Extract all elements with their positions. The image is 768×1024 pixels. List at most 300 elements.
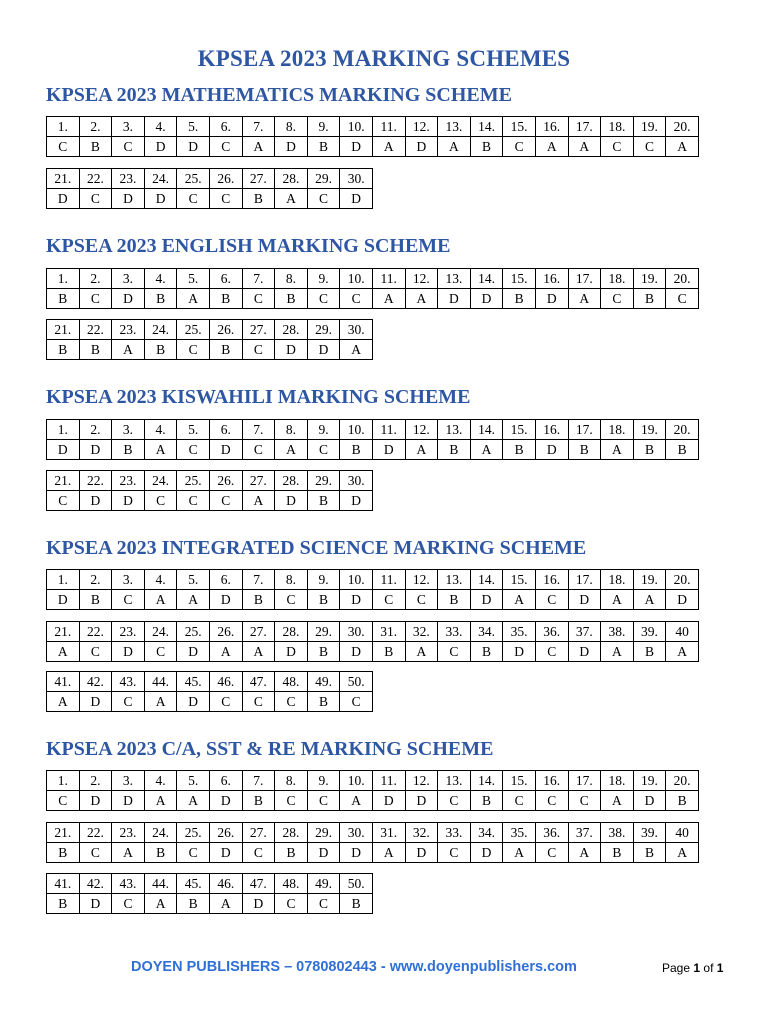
question-number-row: [47, 672, 373, 692]
answer-cell: B: [47, 843, 80, 863]
question-number-cell: 27.: [242, 471, 275, 491]
answer-cell: D: [79, 491, 112, 511]
question-number-cell: 39.: [633, 823, 666, 843]
answer-cell: A: [242, 491, 275, 511]
answer-row: [47, 692, 373, 712]
answer-cell: D: [405, 843, 438, 863]
answer-cell: C: [405, 590, 438, 610]
question-number-cell: 10.: [340, 570, 373, 590]
question-number-cell: 20.: [666, 269, 699, 289]
answer-row: [47, 642, 699, 662]
answer-row: [47, 894, 373, 914]
question-number-cell: 32.: [405, 823, 438, 843]
question-number-cell: 16.: [535, 570, 568, 590]
answer-cell: B: [666, 440, 699, 460]
question-number-row: [47, 471, 373, 491]
question-number-cell: 19.: [633, 570, 666, 590]
question-number-cell: 29.: [307, 471, 340, 491]
answer-cell: D: [112, 289, 145, 309]
question-number-cell: 8.: [275, 420, 308, 440]
answer-cell: B: [47, 340, 80, 360]
question-number-cell: 20.: [666, 117, 699, 137]
footer-publisher: DOYEN PUBLISHERS – 0780802443 - www.doyenpublishers.com: [131, 959, 577, 975]
question-number-row: [47, 874, 373, 894]
answer-cell: A: [535, 137, 568, 157]
answer-cell: D: [79, 692, 112, 712]
answer-cell: C: [275, 791, 308, 811]
question-number-cell: 14.: [470, 771, 503, 791]
question-number-cell: 13.: [438, 771, 471, 791]
question-number-cell: 39.: [633, 622, 666, 642]
question-number-cell: 10.: [340, 269, 373, 289]
question-number-cell: 28.: [275, 320, 308, 340]
question-number-cell: 26.: [209, 471, 242, 491]
question-number-cell: 2.: [79, 570, 112, 590]
question-number-cell: 18.: [601, 117, 634, 137]
question-number-cell: 7.: [242, 771, 275, 791]
answer-table: [46, 268, 699, 309]
question-number-cell: 16.: [535, 420, 568, 440]
question-number-cell: 12.: [405, 420, 438, 440]
answer-cell: B: [79, 590, 112, 610]
answer-cell: D: [112, 791, 145, 811]
question-number-cell: 21.: [47, 823, 80, 843]
question-number-cell: 36.: [535, 823, 568, 843]
question-number-cell: 6.: [209, 269, 242, 289]
answer-cell: C: [177, 340, 210, 360]
answer-cell: A: [503, 590, 536, 610]
answer-cell: D: [535, 440, 568, 460]
answer-cell: A: [242, 137, 275, 157]
answer-cell: D: [568, 590, 601, 610]
answer-cell: D: [405, 791, 438, 811]
answer-cell: C: [177, 491, 210, 511]
question-number-cell: 8.: [275, 269, 308, 289]
question-number-cell: 5.: [177, 570, 210, 590]
question-number-cell: 22.: [79, 471, 112, 491]
question-number-cell: 23.: [112, 823, 145, 843]
answer-cell: C: [112, 137, 145, 157]
question-number-cell: 3.: [112, 117, 145, 137]
answer-cell: C: [340, 289, 373, 309]
answer-cell: A: [144, 894, 177, 914]
question-number-cell: 12.: [405, 117, 438, 137]
page-title: KPSEA 2023 MARKING SCHEMES: [197, 46, 571, 71]
question-number-cell: 9.: [307, 771, 340, 791]
answer-cell: C: [307, 791, 340, 811]
question-number-cell: 6.: [209, 570, 242, 590]
answer-table: [46, 116, 699, 157]
answer-cell: D: [503, 642, 536, 662]
answer-cell: A: [144, 590, 177, 610]
question-number-cell: 40: [666, 622, 699, 642]
question-number-cell: 34.: [470, 622, 503, 642]
answer-cell: B: [144, 340, 177, 360]
question-number-cell: 23.: [112, 471, 145, 491]
question-number-cell: 16.: [535, 117, 568, 137]
section-title-english: KPSEA 2023 ENGLISH MARKING SCHEME: [46, 235, 451, 257]
question-number-cell: 15.: [503, 420, 536, 440]
question-number-cell: 26.: [209, 622, 242, 642]
answer-cell: D: [340, 590, 373, 610]
answer-cell: C: [209, 491, 242, 511]
answer-cell: C: [601, 289, 634, 309]
question-number-cell: 15.: [503, 117, 536, 137]
answer-cell: A: [47, 692, 80, 712]
question-number-cell: 48.: [275, 874, 308, 894]
question-number-cell: 22.: [79, 169, 112, 189]
question-number-cell: 18.: [601, 570, 634, 590]
answer-cell: B: [470, 791, 503, 811]
question-number-cell: 30.: [340, 320, 373, 340]
question-number-cell: 1.: [47, 771, 80, 791]
question-number-cell: 20.: [666, 570, 699, 590]
answer-cell: B: [177, 894, 210, 914]
question-number-cell: 3.: [112, 269, 145, 289]
answer-cell: C: [47, 791, 80, 811]
answer-cell: C: [372, 590, 405, 610]
answer-cell: A: [242, 642, 275, 662]
question-number-row: [47, 622, 699, 642]
answer-cell: D: [47, 189, 80, 209]
answer-cell: A: [112, 843, 145, 863]
answer-cell: A: [372, 289, 405, 309]
question-number-cell: 35.: [503, 823, 536, 843]
answer-row: [47, 791, 699, 811]
question-number-cell: 43.: [112, 672, 145, 692]
answer-cell: C: [112, 692, 145, 712]
answer-cell: B: [372, 642, 405, 662]
section-title-ca-sst-re: KPSEA 2023 C/A, SST & RE MARKING SCHEME: [46, 738, 494, 760]
answer-cell: C: [307, 289, 340, 309]
question-number-cell: 26.: [209, 169, 242, 189]
page-number: [662, 961, 723, 975]
answer-row: [47, 340, 373, 360]
question-number-cell: 1.: [47, 269, 80, 289]
answer-cell: B: [307, 692, 340, 712]
answer-cell: D: [275, 642, 308, 662]
question-number-cell: 44.: [144, 672, 177, 692]
question-number-cell: 45.: [177, 672, 210, 692]
question-number-cell: 38.: [601, 823, 634, 843]
answer-cell: D: [79, 791, 112, 811]
answer-cell: C: [601, 137, 634, 157]
answer-cell: A: [144, 692, 177, 712]
question-number-cell: 13.: [438, 420, 471, 440]
answer-cell: D: [470, 843, 503, 863]
answer-cell: A: [568, 137, 601, 157]
answer-cell: A: [601, 590, 634, 610]
answer-cell: D: [47, 590, 80, 610]
question-number-cell: 21.: [47, 320, 80, 340]
answer-cell: A: [112, 340, 145, 360]
answer-cell: B: [666, 791, 699, 811]
answer-cell: A: [405, 440, 438, 460]
answer-cell: A: [144, 791, 177, 811]
question-number-cell: 12.: [405, 269, 438, 289]
answer-cell: C: [666, 289, 699, 309]
question-number-cell: 21.: [47, 622, 80, 642]
answer-cell: A: [47, 642, 80, 662]
question-number-cell: 24.: [144, 622, 177, 642]
answer-cell: C: [242, 843, 275, 863]
question-number-row: [47, 420, 699, 440]
question-number-cell: 28.: [275, 622, 308, 642]
section-title-mathematics: KPSEA 2023 MATHEMATICS MARKING SCHEME: [46, 84, 512, 106]
question-number-cell: 37.: [568, 823, 601, 843]
question-number-cell: 25.: [177, 823, 210, 843]
answer-cell: C: [503, 137, 536, 157]
question-number-cell: 7.: [242, 420, 275, 440]
answer-cell: D: [144, 189, 177, 209]
answer-cell: B: [144, 843, 177, 863]
answer-cell: A: [438, 137, 471, 157]
answer-cell: C: [47, 137, 80, 157]
question-number-cell: 30.: [340, 622, 373, 642]
question-number-cell: 5.: [177, 771, 210, 791]
question-number-cell: 32.: [405, 622, 438, 642]
answer-table: [46, 470, 373, 511]
answer-cell: D: [177, 642, 210, 662]
answer-cell: D: [209, 440, 242, 460]
question-number-cell: 9.: [307, 570, 340, 590]
answer-cell: A: [503, 843, 536, 863]
answer-cell: D: [112, 189, 145, 209]
answer-cell: B: [112, 440, 145, 460]
question-number-cell: 8.: [275, 117, 308, 137]
question-number-cell: 22.: [79, 823, 112, 843]
question-number-cell: 17.: [568, 117, 601, 137]
question-number-cell: 30.: [340, 471, 373, 491]
question-number-cell: 10.: [340, 420, 373, 440]
answer-cell: A: [601, 791, 634, 811]
answer-cell: D: [438, 289, 471, 309]
question-number-cell: 7.: [242, 269, 275, 289]
answer-cell: D: [112, 642, 145, 662]
answer-cell: C: [242, 440, 275, 460]
answer-cell: C: [209, 692, 242, 712]
question-number-cell: 23.: [112, 320, 145, 340]
question-number-cell: 48.: [275, 672, 308, 692]
question-number-cell: 1.: [47, 117, 80, 137]
question-number-cell: 2.: [79, 771, 112, 791]
question-number-cell: 46.: [209, 672, 242, 692]
question-number-cell: 29.: [307, 320, 340, 340]
question-number-cell: 3.: [112, 420, 145, 440]
question-number-cell: 35.: [503, 622, 536, 642]
section-title-integrated-science: KPSEA 2023 INTEGRATED SCIENCE MARKING SCHEME: [46, 537, 587, 559]
question-number-cell: 49.: [307, 874, 340, 894]
answer-cell: D: [535, 289, 568, 309]
answer-cell: C: [144, 642, 177, 662]
answer-cell: D: [112, 491, 145, 511]
answer-cell: C: [177, 189, 210, 209]
page-label: Page: [662, 961, 691, 975]
answer-cell: D: [340, 137, 373, 157]
answer-cell: C: [535, 590, 568, 610]
question-number-cell: 2.: [79, 269, 112, 289]
answer-cell: B: [144, 289, 177, 309]
answer-cell: D: [177, 692, 210, 712]
question-number-cell: 2.: [79, 117, 112, 137]
answer-cell: D: [177, 137, 210, 157]
question-number-cell: 50.: [340, 874, 373, 894]
question-number-cell: 14.: [470, 269, 503, 289]
answer-cell: D: [340, 491, 373, 511]
answer-cell: C: [112, 894, 145, 914]
answer-cell: C: [633, 137, 666, 157]
question-number-cell: 40: [666, 823, 699, 843]
answer-cell: D: [275, 340, 308, 360]
answer-cell: C: [307, 440, 340, 460]
question-number-cell: 12.: [405, 570, 438, 590]
answer-cell: C: [79, 843, 112, 863]
answer-table: [46, 621, 699, 662]
question-number-cell: 31.: [372, 823, 405, 843]
question-number-cell: 20.: [666, 420, 699, 440]
question-number-cell: 15.: [503, 570, 536, 590]
question-number-cell: 4.: [144, 771, 177, 791]
answer-row: [47, 440, 699, 460]
question-number-cell: 19.: [633, 117, 666, 137]
question-number-cell: 28.: [275, 823, 308, 843]
answer-cell: C: [209, 137, 242, 157]
question-number-cell: 26.: [209, 320, 242, 340]
answer-cell: A: [275, 189, 308, 209]
question-number-cell: 4.: [144, 420, 177, 440]
question-number-cell: 5.: [177, 420, 210, 440]
answer-cell: D: [340, 843, 373, 863]
answer-cell: D: [470, 289, 503, 309]
answer-cell: A: [601, 440, 634, 460]
question-number-cell: 36.: [535, 622, 568, 642]
answer-cell: C: [438, 791, 471, 811]
answer-cell: B: [633, 440, 666, 460]
answer-row: [47, 491, 373, 511]
question-number-cell: 13.: [438, 117, 471, 137]
answer-cell: C: [177, 843, 210, 863]
answer-cell: B: [470, 642, 503, 662]
answer-cell: A: [209, 894, 242, 914]
question-number-cell: 4.: [144, 117, 177, 137]
question-number-cell: 7.: [242, 570, 275, 590]
question-number-cell: 4.: [144, 570, 177, 590]
answer-cell: C: [503, 791, 536, 811]
question-number-cell: 6.: [209, 117, 242, 137]
answer-cell: B: [568, 440, 601, 460]
answer-cell: D: [209, 843, 242, 863]
answer-cell: C: [307, 894, 340, 914]
question-number-cell: 47.: [242, 672, 275, 692]
question-number-cell: 38.: [601, 622, 634, 642]
page-total: 1: [716, 961, 724, 975]
question-number-cell: 34.: [470, 823, 503, 843]
question-number-cell: 2.: [79, 420, 112, 440]
answer-cell: C: [79, 189, 112, 209]
question-number-cell: 11.: [372, 420, 405, 440]
question-number-cell: 17.: [568, 771, 601, 791]
answer-row: [47, 137, 699, 157]
answer-cell: D: [209, 791, 242, 811]
question-number-cell: 50.: [340, 672, 373, 692]
answer-table: [46, 168, 373, 209]
question-number-cell: 1.: [47, 420, 80, 440]
question-number-cell: 29.: [307, 169, 340, 189]
question-number-cell: 25.: [177, 471, 210, 491]
question-number-cell: 3.: [112, 570, 145, 590]
answer-cell: A: [666, 137, 699, 157]
question-number-cell: 9.: [307, 117, 340, 137]
answer-cell: B: [307, 137, 340, 157]
question-number-cell: 13.: [438, 269, 471, 289]
answer-cell: A: [275, 440, 308, 460]
answer-cell: A: [372, 843, 405, 863]
answer-cell: C: [568, 791, 601, 811]
question-number-cell: 14.: [470, 117, 503, 137]
question-number-cell: 25.: [177, 622, 210, 642]
answer-cell: A: [666, 843, 699, 863]
answer-cell: A: [666, 642, 699, 662]
question-number-cell: 46.: [209, 874, 242, 894]
question-number-cell: 22.: [79, 622, 112, 642]
question-number-row: [47, 169, 373, 189]
answer-cell: A: [601, 642, 634, 662]
answer-cell: B: [307, 491, 340, 511]
answer-cell: C: [307, 189, 340, 209]
answer-cell: D: [340, 642, 373, 662]
page-of: of: [703, 961, 714, 975]
answer-cell: D: [209, 590, 242, 610]
answer-table: [46, 419, 699, 460]
answer-cell: C: [242, 289, 275, 309]
answer-cell: D: [79, 440, 112, 460]
question-number-cell: 19.: [633, 771, 666, 791]
answer-cell: C: [340, 692, 373, 712]
question-number-cell: 15.: [503, 269, 536, 289]
question-number-cell: 5.: [177, 269, 210, 289]
question-number-cell: 21.: [47, 471, 80, 491]
answer-cell: B: [275, 289, 308, 309]
question-number-cell: 25.: [177, 169, 210, 189]
page-current: 1: [693, 961, 701, 975]
answer-cell: C: [535, 791, 568, 811]
answer-cell: B: [601, 843, 634, 863]
question-number-row: [47, 570, 699, 590]
answer-cell: C: [535, 642, 568, 662]
answer-cell: A: [340, 791, 373, 811]
question-number-cell: 22.: [79, 320, 112, 340]
answer-cell: C: [242, 340, 275, 360]
question-number-cell: 12.: [405, 771, 438, 791]
question-number-cell: 41.: [47, 672, 80, 692]
answer-cell: D: [47, 440, 80, 460]
question-number-cell: 33.: [438, 823, 471, 843]
answer-cell: D: [633, 791, 666, 811]
question-number-cell: 4.: [144, 269, 177, 289]
question-number-cell: 3.: [112, 771, 145, 791]
answer-cell: C: [79, 642, 112, 662]
question-number-cell: 18.: [601, 771, 634, 791]
answer-row: [47, 289, 699, 309]
question-number-cell: 15.: [503, 771, 536, 791]
question-number-cell: 23.: [112, 622, 145, 642]
question-number-cell: 10.: [340, 771, 373, 791]
answer-cell: D: [275, 491, 308, 511]
answer-cell: C: [438, 642, 471, 662]
question-number-cell: 20.: [666, 771, 699, 791]
answer-cell: D: [666, 590, 699, 610]
question-number-cell: 24.: [144, 823, 177, 843]
